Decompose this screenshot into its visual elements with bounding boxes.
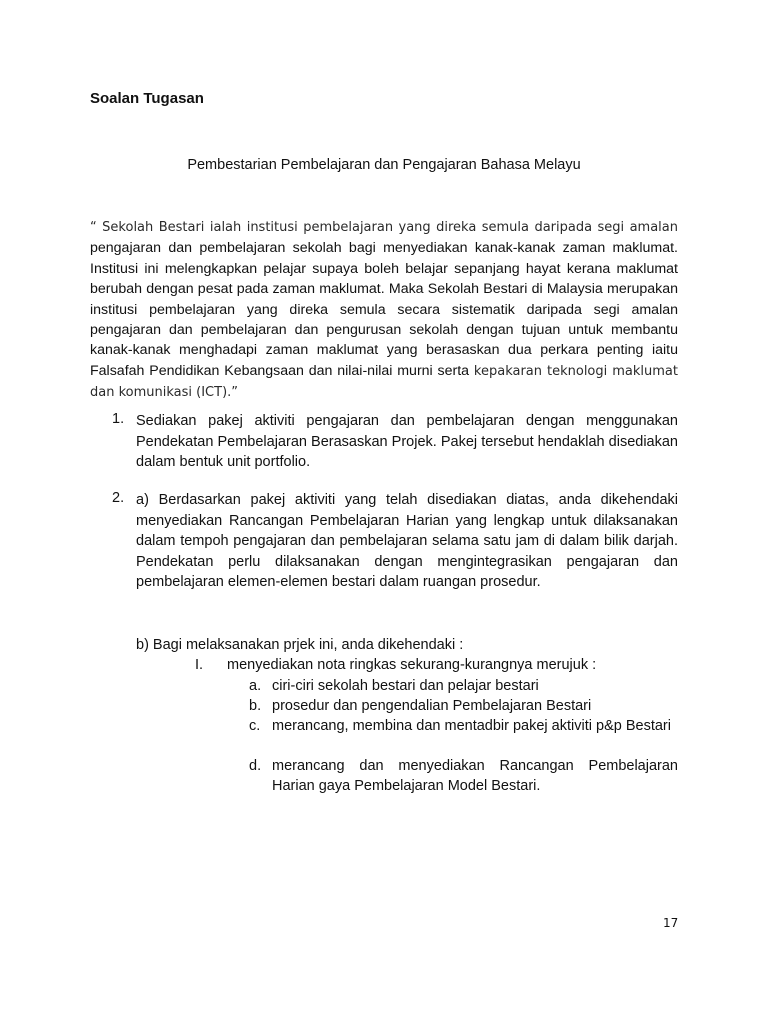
- page-heading: Soalan Tugasan: [90, 90, 204, 107]
- sub-item-b-text: prosedur dan pengendalian Pembelajaran Bestari: [272, 698, 592, 714]
- sub-item-c-letter: c.: [249, 718, 261, 734]
- question-1-number: 1.: [112, 411, 125, 427]
- roman-numeral: I.: [195, 657, 204, 673]
- page-number: 17: [663, 916, 679, 930]
- sub-item-d-letter: d.: [249, 758, 262, 774]
- quote-first-line: “ Sekolah Bestari ialah institusi pembelajaran yang direka semula daripada segi amalan: [90, 220, 678, 235]
- question-2-text: a) Berdasarkan pakej aktiviti yang telah disediakan diatas, anda dikehendaki menyediakan Rancangan Pembelajaran Harian yang lengkap untuk dilaksanakan dalam tempoh pengajaran dan pembelajaran selama satu jam di dalam bilik darjah. Pendekatan perlu dilaksanakan dengan mengintegrasikan pengajaran dan pembelajaran elemen-elemen bestari dalam ruangan prosedur.: [136, 492, 678, 591]
- quote-body: pengajaran dan pembelajaran sekolah bagi menyediakan kanak-kanak zaman maklumat. Institusi ini melengkapkan pelajar supaya boleh belajar sepanjang hayat kerana maklumat berubah dengan pesat pada zaman maklumat. Maka Sekolah Bestari di Malaysia merupakan institusi pembelajaran yang direka semula secara sistematik daripada segi amalan pengajaran dan pembelajaran dan pengurusan sekolah dengan tujuan untuk membantu kanak-kanak menghadapi zaman maklumat yang berasaskan dua perkara penting iaitu Falsafah Pendidikan Kebangsaan dan nilai-nilai murni serta: [90, 240, 678, 379]
- part-b-intro: b) Bagi melaksanakan prjek ini, anda dikehendaki :: [136, 637, 464, 653]
- question-2-number: 2.: [112, 490, 125, 506]
- roman-item-text: menyediakan nota ringkas sekurang-kurangnya merujuk :: [227, 657, 597, 673]
- document-subtitle: Pembestarian Pembelajaran dan Pengajaran Bahasa Melayu: [187, 157, 581, 173]
- quote-paragraph: [90, 217, 678, 404]
- sub-item-b-letter: b.: [249, 698, 262, 714]
- sub-item-a-letter: a.: [249, 678, 262, 694]
- sub-item-d-text: merancang dan menyediakan Rancangan Pembelajaran Harian gaya Pembelajaran Model Bestari.: [272, 758, 678, 795]
- question-1-text: Sediakan pakej aktiviti pengajaran dan pembelajaran dengan menggunakan Pendekatan Pembelajaran Berasaskan Projek. Pakej tersebut hendaklah disediakan dalam bentuk unit portfolio.: [136, 413, 678, 471]
- sub-item-a-text: ciri-ciri sekolah bestari dan pelajar bestari: [272, 678, 539, 694]
- sub-item-c-text: merancang, membina dan mentadbir pakej aktiviti p&p Bestari: [272, 718, 671, 734]
- quote-last-line: kepakaran teknologi maklumat dan komunikasi (ICT).”: [90, 363, 678, 401]
